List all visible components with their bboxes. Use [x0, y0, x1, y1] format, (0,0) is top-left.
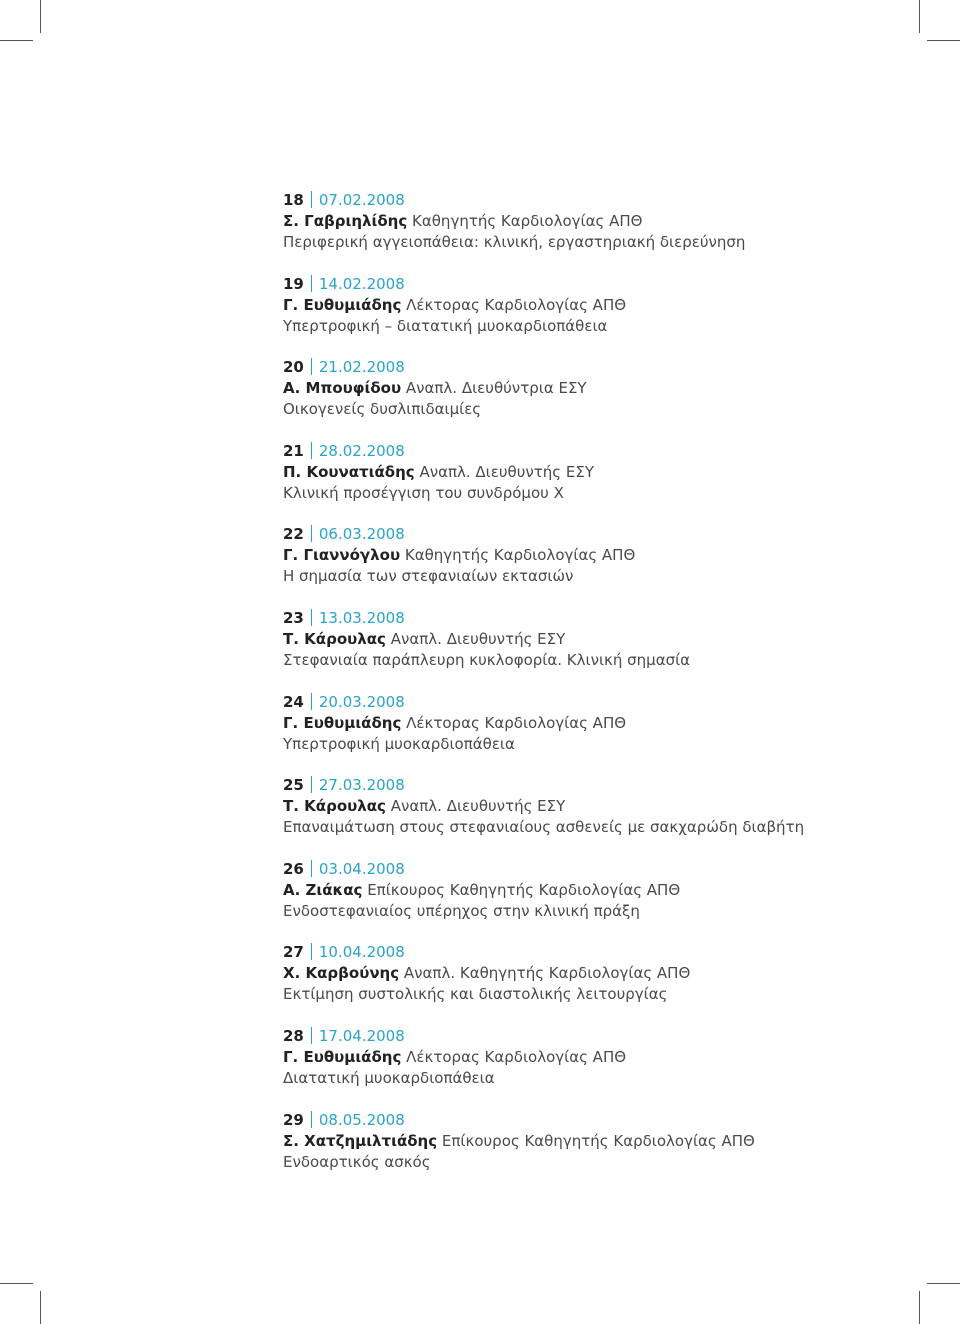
divider: [311, 442, 312, 459]
speaker-name: Χ. Καρβούνης: [283, 964, 400, 983]
divider: [311, 191, 312, 208]
lecture-speaker-line: [283, 1047, 903, 1068]
lecture-number: 24: [283, 692, 304, 711]
lecture-speaker-line: [283, 880, 903, 901]
speaker-role: Λέκτορας Καρδιολογίας ΑΠΘ: [406, 713, 627, 732]
lecture-entry: [283, 524, 903, 608]
lecture-entry: [283, 441, 903, 525]
lecture-date: 10.04.2008: [318, 943, 405, 962]
divider: [311, 1111, 312, 1128]
lecture-date: 03.04.2008: [318, 859, 405, 878]
lecture-number: 28: [283, 1026, 304, 1045]
lecture-date: 17.04.2008: [318, 1026, 405, 1045]
lecture-entry: [283, 942, 903, 1026]
divider: [311, 275, 312, 292]
divider: [311, 943, 312, 960]
lecture-topic: Υπερτροφική – διατατική μυοκαρδιοπάθεια: [283, 316, 608, 335]
speaker-name: Γ. Γιαννόγλου: [283, 546, 401, 565]
crop-mark-top-left-vertical: [40, 0, 41, 33]
lecture-header: [283, 190, 903, 211]
lecture-date: 14.02.2008: [318, 274, 405, 293]
lecture-date: 08.05.2008: [318, 1110, 405, 1129]
lecture-speaker-line: [283, 545, 903, 566]
lecture-topic: Ενδοστεφανιαίος υπέρηχος στην κλινική πράξη: [283, 901, 640, 920]
divider: [311, 860, 312, 877]
speaker-name: Α. Ζιάκας: [283, 880, 363, 899]
crop-mark-top-left-horizontal: [0, 40, 33, 41]
lecture-header: [283, 692, 903, 713]
speaker-name: Τ. Κάρουλας: [283, 797, 386, 816]
speaker-role: Καθηγητής Καρδιολογίας ΑΠΘ: [412, 212, 643, 230]
lecture-number: 25: [283, 776, 304, 795]
speaker-name: Σ. Χατζημιλτιάδης: [283, 1131, 438, 1150]
divider: [311, 776, 312, 793]
lecture-list: [283, 190, 903, 1193]
lecture-header: [283, 775, 903, 796]
lecture-header: [283, 942, 903, 963]
crop-mark-bottom-right-horizontal: [927, 1283, 960, 1284]
lecture-number: 22: [283, 525, 304, 544]
speaker-role: Αναπλ. Διευθυντής ΕΣΥ: [390, 629, 566, 648]
lecture-header: [283, 524, 903, 545]
divider: [311, 609, 312, 626]
lecture-number: 29: [283, 1110, 304, 1129]
speaker-role: Αναπλ. Διευθυντής ΕΣΥ: [419, 462, 594, 481]
lecture-speaker-line: [283, 295, 903, 316]
lecture-speaker-line: [283, 963, 903, 984]
lecture-topic: Υπερτροφική μυοκαρδιοπάθεια: [283, 734, 515, 753]
lecture-date: 28.02.2008: [318, 441, 405, 460]
crop-mark-bottom-left-vertical: [40, 1291, 41, 1324]
lecture-date: 27.03.2008: [318, 776, 405, 795]
divider: [311, 693, 312, 710]
lecture-speaker-line: [283, 713, 903, 734]
lecture-header: [283, 608, 903, 629]
lecture-topic: Περιφερική αγγειοπάθεια: κλινική, εργαστηριακή διερεύνηση: [283, 233, 746, 251]
lecture-topic: Διατατική μυοκαρδιοπάθεια: [283, 1068, 495, 1087]
lecture-header: [283, 1110, 903, 1131]
lecture-number: 19: [283, 274, 304, 293]
lecture-header: [283, 859, 903, 880]
speaker-role: Καθηγητής Καρδιολογίας ΑΠΘ: [404, 546, 636, 565]
lecture-header: [283, 441, 903, 462]
lecture-number: 20: [283, 358, 304, 377]
speaker-name: Α. Μπουφίδου: [283, 379, 402, 398]
speaker-role: Αναπλ. Διευθυντής ΕΣΥ: [390, 797, 566, 816]
lecture-topic: Επαναιμάτωση στους στεφανιαίους ασθενείς με σακχαρώδη διαβήτη: [283, 818, 805, 837]
lecture-topic: Οικογενείς δυσλιπιδαιμίες: [283, 400, 482, 419]
speaker-role: Επίκουρος Καθηγητής Καρδιολογίας ΑΠΘ: [441, 1131, 755, 1150]
lecture-speaker-line: [283, 378, 903, 399]
crop-mark-bottom-left-horizontal: [0, 1283, 33, 1284]
lecture-entry: [283, 1026, 903, 1110]
lecture-entry: [283, 190, 903, 274]
lecture-date: 20.03.2008: [318, 692, 405, 711]
lecture-date: 13.03.2008: [318, 608, 405, 627]
lecture-speaker-line: [283, 629, 903, 650]
speaker-name: Τ. Κάρουλας: [283, 629, 386, 648]
lecture-speaker-line: [283, 1131, 903, 1152]
lecture-entry: [283, 775, 903, 859]
lecture-entry: [283, 1110, 903, 1194]
speaker-role: Επίκουρος Καθηγητής Καρδιολογίας ΑΠΘ: [367, 880, 681, 899]
lecture-number: 23: [283, 608, 304, 627]
crop-mark-top-right-horizontal: [927, 40, 960, 41]
lecture-entry: [283, 608, 903, 692]
speaker-name: Π. Κουνατιάδης: [283, 462, 415, 481]
lecture-date: 21.02.2008: [318, 358, 405, 377]
lecture-date: 07.02.2008: [318, 191, 405, 209]
lecture-entry: [283, 859, 903, 943]
lecture-speaker-line: [283, 211, 903, 232]
speaker-name: Γ. Ευθυμιάδης: [283, 713, 402, 732]
lecture-header: [283, 1026, 903, 1047]
lecture-number: 18: [283, 191, 304, 209]
speaker-role: Λέκτορας Καρδιολογίας ΑΠΘ: [406, 295, 627, 314]
speaker-name: Γ. Ευθυμιάδης: [283, 1047, 402, 1066]
crop-mark-bottom-right-vertical: [919, 1291, 920, 1324]
divider: [311, 1027, 312, 1044]
lecture-header: [283, 357, 903, 378]
lecture-speaker-line: [283, 796, 903, 817]
lecture-entry: [283, 692, 903, 776]
speaker-role: Λέκτορας Καρδιολογίας ΑΠΘ: [406, 1047, 627, 1066]
lecture-topic: Η σημασία των στεφανιαίων εκτασιών: [283, 567, 574, 586]
lecture-header: [283, 274, 903, 295]
speaker-role: Αναπλ. Καθηγητής Καρδιολογίας ΑΠΘ: [403, 964, 691, 983]
lecture-topic: Στεφανιαία παράπλευρη κυκλοφορία. Κλινική σημασία: [283, 650, 691, 669]
lecture-speaker-line: [283, 462, 903, 483]
divider: [311, 358, 312, 375]
lecture-number: 27: [283, 943, 304, 962]
lecture-topic: Εκτίμηση συστολικής και διαστολικής λειτουργίας: [283, 985, 668, 1004]
divider: [311, 525, 312, 542]
lecture-entry: [283, 357, 903, 441]
lecture-number: 26: [283, 859, 304, 878]
lecture-date: 06.03.2008: [318, 525, 405, 544]
lecture-entry: [283, 274, 903, 358]
speaker-role: Αναπλ. Διευθύντρια ΕΣΥ: [405, 379, 587, 398]
lecture-topic: Ενδοαρτικός ασκός: [283, 1152, 431, 1171]
lecture-number: 21: [283, 441, 304, 460]
crop-mark-top-right-vertical: [919, 0, 920, 33]
lecture-topic: Κλινική προσέγγιση του συνδρόμου Χ: [283, 483, 564, 502]
speaker-name: Γ. Ευθυμιάδης: [283, 295, 402, 314]
speaker-name: Σ. Γαβριηλίδης: [283, 212, 408, 230]
